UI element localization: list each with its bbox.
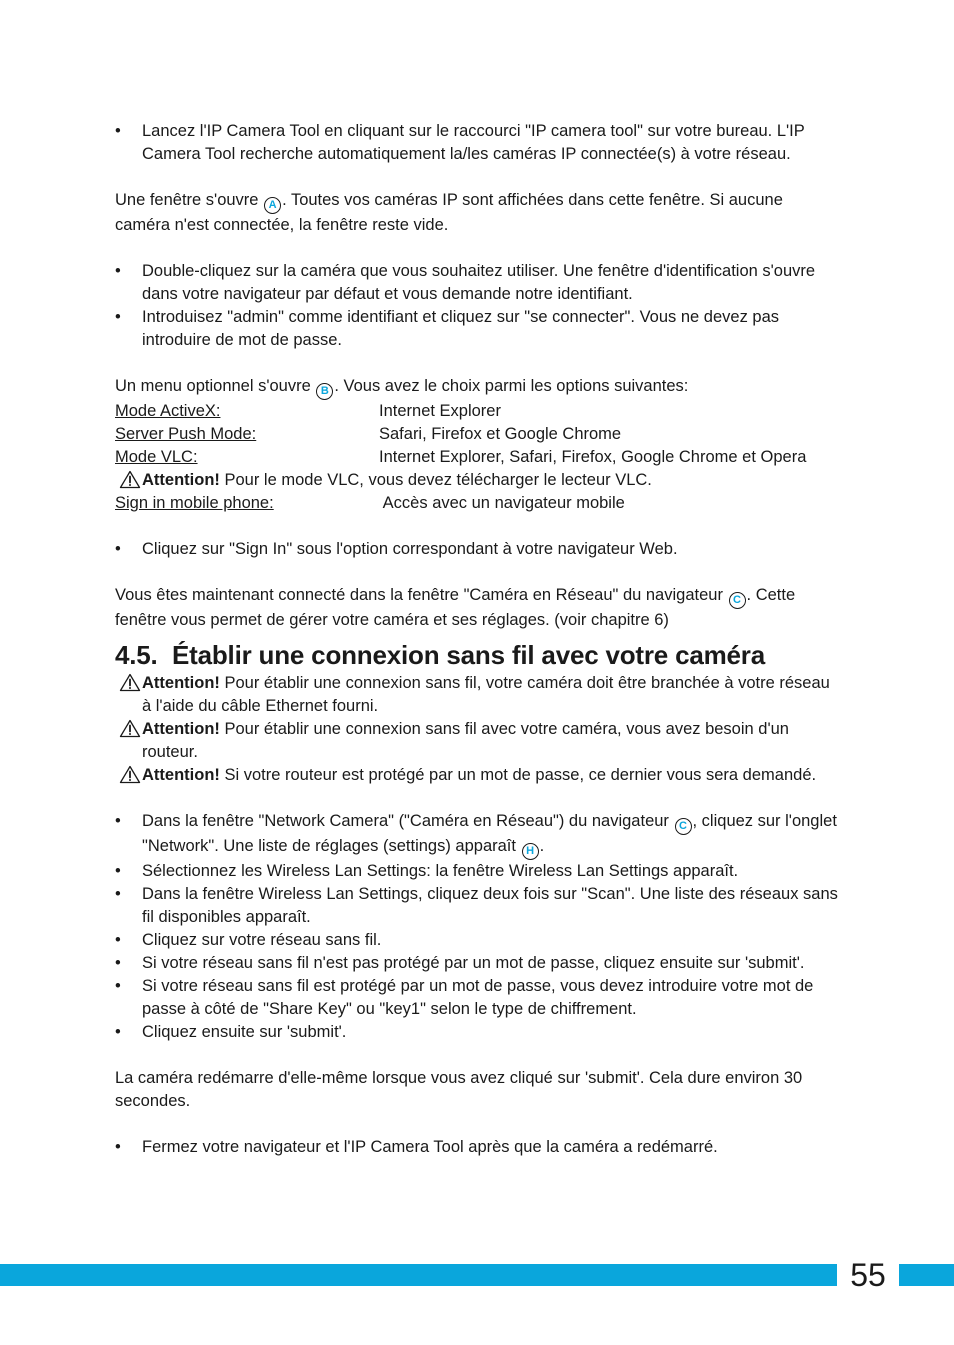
paragraph-window-a <box>115 189 840 237</box>
paragraph-restart: La caméra redémarre d'elle-même lorsque vous avez cliqué sur 'submit'. Cela dure environ 30 secondes. <box>115 1069 803 1110</box>
text-fragment: Une fenêtre s'ouvre <box>115 191 264 209</box>
mode-row-vlc <box>115 446 840 469</box>
warning-triangle-icon <box>119 470 141 489</box>
bullet-dot: • <box>115 540 121 558</box>
mode-value: Accès avec un navigateur mobile <box>379 494 625 512</box>
bullet-text: Cliquez sur votre réseau sans fil. <box>142 931 382 949</box>
mode-value: Safari, Firefox et Google Chrome <box>379 425 622 443</box>
circled-letter-icon: C <box>675 818 692 835</box>
warning-triangle-icon <box>119 719 141 738</box>
bullet-double-click <box>115 260 840 306</box>
bullet-text: Cliquez ensuite sur 'submit'. <box>142 1023 347 1041</box>
section-heading <box>115 640 840 670</box>
bullet-text: Lancez l'IP Camera Tool en cliquant sur le raccourci "IP camera tool" sur votre bureau. L'IP Camera Tool recherche automatiquement la/les caméras IP connectée(s) à votre réseau. <box>142 122 805 163</box>
bullet-text: Dans la fenêtre Wireless Lan Settings, cliquez deux fois sur "Scan". Une liste des réseaux sans fil disponibles apparaît. <box>142 885 838 926</box>
attention-label: Attention! <box>142 720 220 738</box>
attention-text: Pour établir une connexion sans fil avec votre caméra, vous avez besoin d'un routeur. <box>142 720 789 761</box>
mode-value: Internet Explorer <box>379 402 501 420</box>
text-fragment: . Vous avez le choix parmi les options suivantes: <box>334 377 689 395</box>
bullet-wireless-4 <box>115 952 840 975</box>
text-fragment: , cliquez sur l'onglet "Network". Une liste de réglages (settings) apparaît <box>142 812 837 855</box>
bullet-text: Si votre réseau sans fil n'est pas protégé par un mot de passe, cliquez ensuite sur 'submit'. <box>142 954 805 972</box>
attention-label: Attention! <box>142 674 220 692</box>
bullet-dot: • <box>115 885 121 903</box>
bullet-text: Fermez votre navigateur et l'IP Camera Tool après que la caméra a redémarré. <box>142 1138 718 1156</box>
bullet-dot: • <box>115 954 121 972</box>
circled-letter-icon: B <box>316 383 333 400</box>
footer-bar <box>0 1264 954 1286</box>
bullet-wireless-6 <box>115 1021 840 1044</box>
bullet-text: Si votre réseau sans fil est protégé par un mot de passe, vous devez introduire votre mot de passe à côté de "Share Key" ou "key1" selon le type de chiffrement. <box>142 977 814 1018</box>
section-title: Établir une connexion sans fil avec votre caméra <box>172 640 765 670</box>
mode-row-server-push <box>115 423 840 446</box>
bullet-dot: • <box>115 122 121 140</box>
bullet-dot: • <box>115 977 121 995</box>
section-number: 4.5. <box>115 640 158 670</box>
mode-row-mobile <box>115 492 840 515</box>
attention-router <box>115 718 840 764</box>
text-fragment: . Toutes vos caméras IP sont affichées dans cette fenêtre. Si aucune caméra n'est connectée, la fenêtre reste vide. <box>115 191 783 234</box>
mode-label: Server Push Mode: <box>115 425 257 443</box>
bullet-dot: • <box>115 1138 121 1156</box>
mode-row-activex <box>115 400 840 423</box>
circled-letter-icon: H <box>522 843 539 860</box>
bullet-dot: • <box>115 308 121 326</box>
mode-label: Sign in mobile phone: <box>115 494 274 512</box>
bullet-wireless-2 <box>115 883 840 929</box>
attention-text: Pour établir une connexion sans fil, votre caméra doit être branchée à votre réseau à l'aide du câble Ethernet fourni. <box>142 674 830 715</box>
warning-triangle-icon <box>119 765 141 784</box>
paragraph-menu-b <box>115 375 840 400</box>
bullet-dot: • <box>115 262 121 280</box>
bullet-dot: • <box>115 931 121 949</box>
page-number: 55 <box>837 1258 899 1292</box>
page-content <box>115 120 840 1159</box>
mode-value: Internet Explorer, Safari, Firefox, Google Chrome et Opera <box>379 448 807 466</box>
bullet-text: Cliquez sur "Sign In" sous l'option correspondant à votre navigateur Web. <box>142 540 678 558</box>
attention-label: Attention! <box>142 766 220 784</box>
bullet-admin <box>115 306 840 352</box>
attention-label: Attention! <box>142 471 220 489</box>
bullet-launch-tool <box>115 120 840 166</box>
bullet-wireless-3 <box>115 929 840 952</box>
warning-triangle-icon <box>119 673 141 692</box>
text-fragment: . Cette fenêtre vous permet de gérer votre caméra et ses réglages. (voir chapitre 6) <box>115 586 796 629</box>
bullet-text <box>142 812 837 855</box>
bullet-text: Introduisez "admin" comme identifiant et cliquez sur "se connecter". Vous ne devez pas introduire de mot de passe. <box>142 308 780 349</box>
bullet-text: Double-cliquez sur la caméra que vous souhaitez utiliser. Une fenêtre d'identification s'ouvre dans votre navigateur par défaut et vous demande notre identifiant. <box>142 262 816 303</box>
bullet-text: Sélectionnez les Wireless Lan Settings: la fenêtre Wireless Lan Settings apparaît. <box>142 862 739 880</box>
bullet-dot: • <box>115 1023 121 1041</box>
text-fragment: Un menu optionnel s'ouvre <box>115 377 316 395</box>
bullet-close-browser <box>115 1136 840 1159</box>
attention-text: Si votre routeur est protégé par un mot de passe, ce dernier vous sera demandé. <box>219 766 817 784</box>
bullet-network-tab <box>115 810 840 860</box>
circled-letter-icon: C <box>729 592 746 609</box>
bullet-wireless-5 <box>115 975 840 1021</box>
attention-password <box>115 764 840 787</box>
attention-text: Pour le mode VLC, vous devez télécharger le lecteur VLC. <box>219 471 652 489</box>
bullet-wireless-1 <box>115 860 840 883</box>
paragraph-window-c <box>115 584 840 632</box>
bullet-dot: • <box>115 862 121 880</box>
attention-ethernet <box>115 672 840 718</box>
circled-letter-icon: A <box>264 197 281 214</box>
text-fragment: . <box>539 837 545 855</box>
mode-label: Mode VLC: <box>115 448 198 466</box>
bullet-dot: • <box>115 812 121 830</box>
bullet-sign-in <box>115 538 840 561</box>
text-fragment: Vous êtes maintenant connecté dans la fenêtre "Caméra en Réseau" du navigateur <box>115 586 728 604</box>
attention-vlc <box>115 469 840 492</box>
text-fragment: Dans la fenêtre "Network Camera" ("Caméra en Réseau") du navigateur <box>142 812 674 830</box>
mode-label: Mode ActiveX: <box>115 402 221 420</box>
